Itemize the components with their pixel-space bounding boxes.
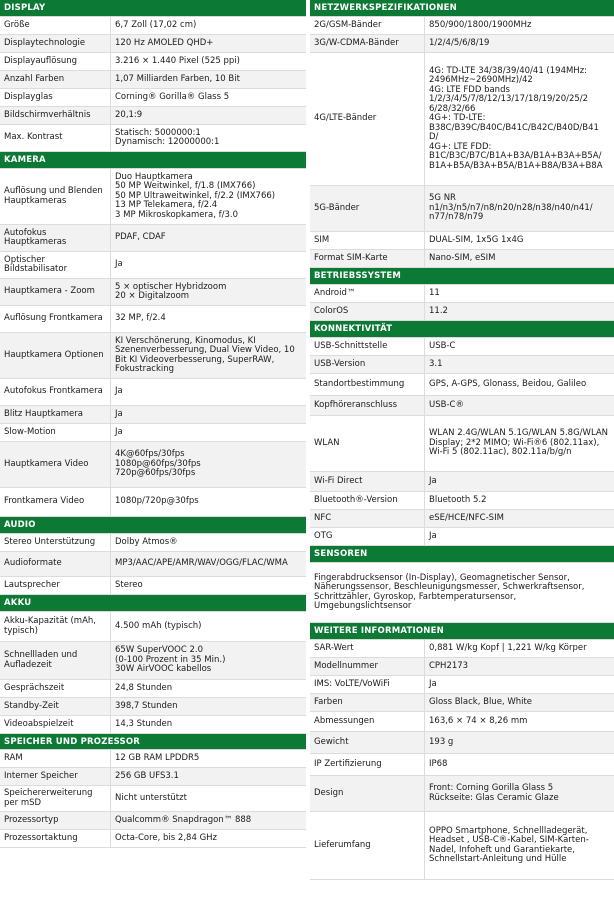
- section-header-betriebssystem: BETRIEBSSYSTEM: [310, 268, 614, 285]
- spec-value: 256 GB UFS3.1: [115, 770, 179, 781]
- spec-value: MP3/AAC/APE/AMR/WAV/OGG/FLAC/WMA: [115, 558, 288, 569]
- spec-value: 4K@60fps/30fps 1080p@60fps/30fps 720p@60fps/30fps: [115, 449, 201, 479]
- spec-value: 24,8 Stunden: [115, 682, 173, 693]
- spec-row: [310, 53, 614, 186]
- spec-label: Auflösung und Blenden Hauptkameras: [0, 169, 111, 224]
- spec-label: IP Zertifizierung: [310, 754, 425, 775]
- spec-label: 4G/LTE-Bänder: [310, 53, 425, 185]
- spec-row: [310, 186, 614, 232]
- right-spec-column: [310, 0, 614, 880]
- spec-label: Auflösung Frontkamera: [0, 306, 111, 332]
- spec-value: 193 g: [429, 736, 454, 747]
- spec-row: [310, 676, 614, 694]
- spec-label: RAM: [0, 750, 111, 767]
- spec-row: [0, 35, 306, 53]
- spec-value: Dolby Atmos®: [115, 536, 178, 547]
- spec-label: Gesprächszeit: [0, 680, 111, 697]
- spec-value: 4.500 mAh (typisch): [115, 620, 202, 631]
- spec-value: GPS, A-GPS, Glonass, Beidou, Galileo: [429, 378, 587, 389]
- spec-row: [310, 732, 614, 754]
- spec-value: Gloss Black, Blue, White: [429, 696, 533, 707]
- section-header-display: DISPLAY: [0, 0, 306, 17]
- spec-value: 5G NR n1/n3/n5/n7/n8/n20/n28/n38/n40/n41/ n77/n78/n79: [429, 193, 593, 223]
- spec-value: USB-C: [429, 340, 456, 351]
- spec-label: Blitz Hauptkamera: [0, 406, 111, 423]
- spec-row: [0, 379, 306, 406]
- spec-value: 163,6 × 74 × 8,26 mm: [429, 715, 528, 726]
- spec-label: Audioformate: [0, 552, 111, 576]
- spec-value: CPH2173: [429, 660, 469, 671]
- spec-row: [0, 279, 306, 306]
- spec-value: 850/900/1800/1900MHz: [429, 19, 532, 30]
- section-header-speicher-und-prozessor: SPEICHER UND PROZESSOR: [0, 734, 306, 750]
- spec-label: NFC: [310, 510, 425, 527]
- spec-row: [0, 786, 306, 812]
- spec-row: [0, 406, 306, 424]
- spec-row: [0, 577, 306, 595]
- section-header-sensoren: SENSOREN: [310, 546, 614, 563]
- spec-value: 3.1: [429, 358, 443, 369]
- spec-label: Format SIM-Karte: [310, 250, 425, 267]
- spec-value: 5 × optischer Hybridzoom 20 × Digitalzoom: [115, 281, 227, 301]
- spec-label: Wi-Fi Direct: [310, 472, 425, 491]
- spec-row: [0, 750, 306, 768]
- spec-label: SIM: [310, 232, 425, 249]
- spec-label: Akku-Kapazität (mAh, typisch): [0, 612, 111, 641]
- spec-row: [0, 812, 306, 830]
- spec-label: Größe: [0, 17, 111, 34]
- spec-value: Qualcomm® Snapdragon™ 888: [115, 814, 252, 825]
- spec-label: Hauptkamera Video: [0, 442, 111, 487]
- section-header-audio: AUDIO: [0, 517, 306, 534]
- spec-label: Anzahl Farben: [0, 71, 111, 88]
- spec-row: [310, 303, 614, 321]
- spec-row: [0, 698, 306, 716]
- spec-row: [0, 306, 306, 333]
- spec-value: 20,1:9: [115, 109, 143, 120]
- spec-value: PDAF, CDAF: [115, 232, 166, 243]
- spec-row: [310, 17, 614, 35]
- spec-label: Autofokus Hauptkameras: [0, 225, 111, 251]
- spec-value: Front: Corning Gorilla Glass 5 Rückseite: Glas Ceramic Glaze: [429, 783, 559, 803]
- spec-row: [0, 424, 306, 442]
- spec-label: Design: [310, 776, 425, 811]
- spec-value: Ja: [429, 678, 437, 689]
- spec-value: eSE/HCE/NFC-SIM: [429, 512, 504, 523]
- spec-value: Ja: [115, 259, 123, 270]
- spec-row: [310, 35, 614, 53]
- spec-value: Ja: [115, 386, 123, 397]
- spec-row: [310, 416, 614, 472]
- spec-value: Nano-SIM, eSIM: [429, 252, 496, 263]
- spec-row: [310, 285, 614, 303]
- spec-label: Farben: [310, 694, 425, 711]
- spec-label: WLAN: [310, 416, 425, 471]
- spec-value: Ja: [429, 475, 437, 486]
- spec-label: Prozessortaktung: [0, 830, 111, 847]
- spec-value: 12 GB RAM LPDDR5: [115, 752, 200, 763]
- spec-value: Corning® Gorilla® Glass 5: [115, 91, 230, 102]
- spec-value: Stereo: [115, 579, 143, 590]
- spec-label: OTG: [310, 528, 425, 545]
- spec-label: Frontkamera Video: [0, 488, 111, 516]
- spec-label: Lieferumfang: [310, 812, 425, 879]
- spec-row: [310, 510, 614, 528]
- spec-row: [0, 125, 306, 152]
- spec-label: IMS: VoLTE/VoWiFi: [310, 676, 425, 693]
- spec-label: SAR-Wert: [310, 640, 425, 657]
- spec-row: [310, 396, 614, 416]
- spec-label: Bluetooth®-Version: [310, 492, 425, 509]
- spec-label: Hauptkamera Optionen: [0, 333, 111, 378]
- spec-row: [310, 640, 614, 658]
- spec-row: [0, 169, 306, 225]
- spec-row: [310, 658, 614, 676]
- spec-label: Slow-Motion: [0, 424, 111, 441]
- spec-row: [310, 338, 614, 356]
- spec-row: [0, 333, 306, 379]
- spec-value: 4G: TD-LTE 34/38/39/40/41 (194MHz: 2496MHz~2690MHz)/42 4G: LTE FDD bands 1/2/3/4/5/7/8/12/13/17/18/19/20/25/2 6/28/32/66 4G+: TD-LTE: B38C/B39C/B40C/B41C/B42C/B40D/B41 D/ 4G+: LTE FDD: B1C/B3C/B7C/B1A+B3A/B1A+B3A+B5A/ B1A+B5A/B3A+B5A/B1A+B8A/B3A+B8A: [429, 65, 603, 171]
- spec-label: Videoabspielzeit: [0, 716, 111, 733]
- spec-row: [0, 225, 306, 252]
- section-header-konnektivität: KONNEKTIVITÄT: [310, 321, 614, 338]
- spec-label: Prozessortyp: [0, 812, 111, 829]
- spec-row: [0, 768, 306, 786]
- spec-value: 6,7 Zoll (17,02 cm): [115, 19, 197, 30]
- spec-label: Standby-Zeit: [0, 698, 111, 715]
- spec-label: 3G/W-CDMA-Bänder: [310, 35, 425, 52]
- spec-row: [310, 472, 614, 492]
- spec-row: [310, 754, 614, 776]
- spec-label: Displayauflösung: [0, 53, 111, 70]
- spec-row: [0, 534, 306, 552]
- spec-value: Ja: [115, 426, 123, 437]
- spec-label: Standortbestimmung: [310, 374, 425, 395]
- spec-value: Duo Hauptkamera 50 MP Weitwinkel, f/1.8 (IMX766) 50 MP Ultraweitwinkel, f/2.2 (IMX766) 13 MP Telekamera, f/2.4 3 MP Mikroskopkamera, f/3.0: [115, 171, 276, 220]
- spec-value: Statisch: 5000000:1 Dynamisch: 12000000:1: [115, 127, 220, 147]
- spec-value: 1/2/4/5/6/8/19: [429, 37, 490, 48]
- spec-value: 3.216 × 1.440 Pixel (525 ppi): [115, 55, 240, 66]
- spec-value: 65W SuperVOOC 2.0 (0-100 Prozent in 35 Min.) 30W AirVOOC kabellos: [115, 645, 226, 675]
- spec-row: [310, 356, 614, 374]
- spec-row: [0, 53, 306, 71]
- spec-value: Octa-Core, bis 2,84 GHz: [115, 832, 218, 843]
- spec-row: [310, 563, 614, 623]
- spec-row: [310, 812, 614, 880]
- spec-row: [0, 716, 306, 734]
- spec-row: [310, 374, 614, 396]
- spec-row: [0, 642, 306, 680]
- spec-value: 11.2: [429, 305, 448, 316]
- spec-label: Stereo Unterstützung: [0, 534, 111, 551]
- spec-row: [310, 232, 614, 250]
- spec-value: 0,881 W/kg Kopf | 1,221 W/kg Körper: [429, 642, 587, 653]
- spec-label: Displayglas: [0, 89, 111, 106]
- spec-label: Schnellladen und Aufladezeit: [0, 642, 111, 679]
- spec-row: [310, 492, 614, 510]
- spec-label: Interner Speicher: [0, 768, 111, 785]
- spec-label: Lautsprecher: [0, 577, 111, 594]
- spec-value: WLAN 2.4G/WLAN 5.1G/WLAN 5.8G/WLAN Display; 2*2 MIMO; Wi-Fi®6 (802.11ax), Wi-Fi 5 (802.11ac), 802.11a/b/g/n: [429, 428, 609, 458]
- spec-row: [0, 252, 306, 279]
- spec-label: Modellnummer: [310, 658, 425, 675]
- spec-row: [0, 488, 306, 517]
- spec-value: Ja: [115, 408, 123, 419]
- spec-row: [0, 107, 306, 125]
- spec-label: Autofokus Frontkamera: [0, 379, 111, 405]
- spec-row: [0, 71, 306, 89]
- spec-label: Kopfhöreranschluss: [310, 396, 425, 415]
- spec-row: [0, 552, 306, 577]
- spec-label: Abmessungen: [310, 712, 425, 731]
- spec-row: [0, 89, 306, 107]
- spec-label: Displaytechnologie: [0, 35, 111, 52]
- left-spec-column: [0, 0, 306, 848]
- section-header-weitere-informationen: WEITERE INFORMATIONEN: [310, 623, 614, 640]
- spec-label: Optischer Bildstabilisator: [0, 252, 111, 278]
- spec-row: [310, 776, 614, 812]
- spec-value: 398,7 Stunden: [115, 700, 178, 711]
- spec-value: 14,3 Stunden: [115, 718, 173, 729]
- spec-value: 1080p/720p@30fps: [115, 496, 199, 507]
- spec-label: Gewicht: [310, 732, 425, 753]
- spec-value: 1,07 Milliarden Farben, 10 Bit: [115, 73, 240, 84]
- spec-row: [0, 17, 306, 35]
- spec-row: [310, 250, 614, 268]
- section-header-kamera: KAMERA: [0, 152, 306, 169]
- spec-label: Hauptkamera - Zoom: [0, 279, 111, 305]
- spec-value: IP68: [429, 758, 448, 769]
- spec-value: OPPO Smartphone, Schnellladegerät, Headset , USB-C®-Kabel, SIM-Karten-Nadel, Infoheft und Garantiekarte, Schnellstart-Anleitung und Hülle: [429, 825, 589, 864]
- spec-label: Speichererweiterung per mSD: [0, 786, 111, 811]
- spec-value: Bluetooth 5.2: [429, 494, 487, 505]
- spec-label: Max. Kontrast: [0, 125, 111, 151]
- spec-value: KI Verschönerung, Kinomodus, KI Szenenverbesserung, Dual View Video, 10 Bit KI Videoverbesserung, SuperRAW, Fokustracking: [115, 335, 295, 374]
- spec-label: 5G-Bänder: [310, 186, 425, 231]
- spec-row: [310, 528, 614, 546]
- spec-value: 11: [429, 287, 440, 298]
- section-header-netzwerkspezifikationen: NETZWERKSPEZIFIKATIONEN: [310, 0, 614, 17]
- spec-row: [310, 694, 614, 712]
- spec-value: 32 MP, f/2.4: [115, 313, 166, 324]
- spec-label: Android™: [310, 285, 425, 302]
- section-header-akku: AKKU: [0, 595, 306, 612]
- spec-label: USB-Schnittstelle: [310, 338, 425, 355]
- spec-row: [0, 442, 306, 488]
- spec-full-value: Fingerabdrucksensor (In-Display), Geomagnetischer Sensor, Näherungssensor, Beschleunigungsmesser, Schwerkraftsensor, Schrittzähler, Gyroskop, Farbtemperatursensor, Umgebungslichtsensor: [314, 572, 585, 611]
- spec-row: [0, 612, 306, 642]
- spec-value: USB-C®: [429, 399, 464, 410]
- spec-value: Nicht unterstützt: [115, 792, 187, 803]
- spec-row: [0, 830, 306, 848]
- spec-row: [310, 712, 614, 732]
- spec-label: 2G/GSM-Bänder: [310, 17, 425, 34]
- spec-label: ColorOS: [310, 303, 425, 320]
- spec-row: [0, 680, 306, 698]
- spec-label: USB-Version: [310, 356, 425, 373]
- spec-value: Ja: [429, 530, 437, 541]
- spec-label: Bildschirmverhältnis: [0, 107, 111, 124]
- spec-value: DUAL-SIM, 1x5G 1x4G: [429, 234, 524, 245]
- spec-value: 120 Hz AMOLED QHD+: [115, 37, 214, 48]
